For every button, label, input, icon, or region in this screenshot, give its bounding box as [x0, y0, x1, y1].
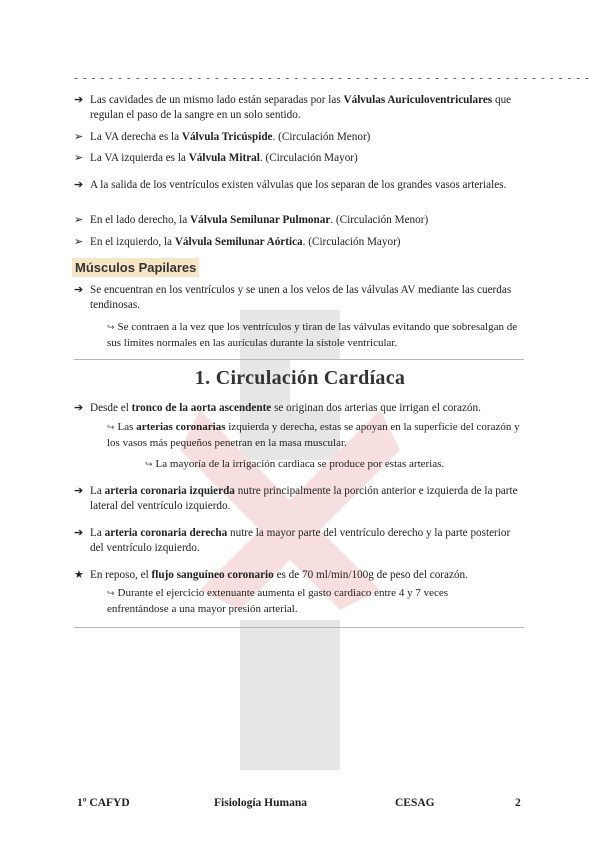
list-item [74, 401, 526, 416]
text: . (Circulación Mayor) [302, 236, 401, 248]
hook-arrow-icon: ↪ [107, 322, 115, 332]
page-title: 1. Circulación Cardíaca [194, 367, 406, 389]
divider [74, 627, 524, 628]
text: Se encuentran en los ventrículos y se unen a los velos de las válvulas AV mediante las cuerdas tendinosas. [90, 284, 512, 311]
footer-organization: CESAG [395, 797, 435, 809]
sub-sub-item [145, 457, 525, 472]
sub-item [107, 586, 507, 617]
text: Las cavidades de un mismo lado están separadas por las [90, 94, 344, 106]
chevron-bullet-icon: ➢ [74, 152, 84, 164]
bold-term: Válvula Tricúspide [181, 131, 273, 143]
text: . (Circulación Menor) [272, 131, 371, 143]
text: nutre la mayor parte del ventrículo derecho y la parte posterior del ventrículo izquierdo. [90, 527, 511, 554]
text: . (Circulación Menor) [330, 214, 429, 226]
star-bullet-icon: ★ [74, 569, 84, 581]
arrow-bullet-icon: ➔ [74, 527, 84, 539]
text: Durante el ejercicio extenuante aumenta el gasto cardiaco entre 4 y 7 veces enfrentándose a una mayor presión arterial. [107, 587, 448, 615]
bold-term: Válvula Semilunar Pulmonar [190, 214, 331, 226]
list-item [74, 484, 526, 514]
text: Las [117, 421, 137, 433]
arrow-bullet-icon: ➔ [74, 284, 84, 296]
text: En el izquierdo, la [90, 236, 175, 248]
chevron-bullet-icon: ➢ [74, 236, 84, 248]
bold-term: tronco de la aorta ascendente [131, 402, 272, 414]
list-item [74, 178, 526, 193]
text: La mayoría de la irrigación cardiaca se produce por estas arterias. [155, 458, 445, 470]
text: La [90, 527, 105, 539]
text: se originan dos arterias que irrigan el corazón. [271, 402, 481, 414]
bold-term: Válvula Semilunar Aórtica [174, 236, 303, 248]
arrow-bullet-icon: ➔ [74, 94, 84, 106]
footer-subject: Fisiología Humana [214, 797, 307, 809]
sub-item [107, 420, 527, 451]
text: nutre principalmente la porción anterior e izquierda de la parte lateral del ventrículo izquierdo. [90, 485, 518, 512]
section-heading-papilares: Músculos Papilares [72, 258, 199, 277]
bold-term: arterias coronarias [136, 421, 226, 433]
text: En el lado derecho, la [90, 214, 191, 226]
arrow-bullet-icon: ➔ [74, 402, 84, 414]
text: La VA izquierda es la [90, 152, 189, 164]
text: En reposo, el [90, 569, 152, 581]
text: A la salida de los ventrículos existen válvulas que los separan de los grandes vasos arteriales. [90, 179, 507, 191]
text: La [90, 485, 105, 497]
chevron-bullet-icon: ➢ [74, 214, 84, 226]
list-item [74, 130, 526, 145]
sub-item [107, 320, 527, 351]
list-item [74, 151, 526, 166]
bold-term: arteria coronaria izquierda [104, 485, 235, 497]
bold-term: flujo sanguíneo coronario [151, 569, 274, 581]
separator-dashes: - - - - - - - - - - - - - - - - - - - - - - - - - - - - - - - - - - - - - - - - - - - - - - - - - - - - - - - - - - - [74, 72, 591, 84]
list-item [74, 235, 526, 250]
page-number: 2 [515, 797, 521, 809]
text: Desde el [90, 402, 132, 414]
bold-term: Válvula Mitral [188, 152, 260, 164]
hook-arrow-icon: ↪ [107, 422, 115, 432]
chevron-bullet-icon: ➢ [74, 131, 84, 143]
bold-term: Válvulas Auriculoventriculares [343, 94, 493, 106]
list-item [74, 93, 526, 123]
text: izquierda y derecha, estas se apoyan en la superficie del corazón y los vasos más pequeños penetran en la masa muscular. [107, 421, 520, 449]
text: La VA derecha es la [90, 131, 182, 143]
arrow-bullet-icon: ➔ [74, 485, 84, 497]
text: es de 70 ml/min/100g de peso del corazón. [273, 569, 468, 581]
arrow-bullet-icon: ➔ [74, 179, 84, 191]
text: . (Circulación Mayor) [259, 152, 358, 164]
divider [74, 359, 524, 360]
text: Se contraen a la vez que los ventrículos y tiran de las válvulas evitando que sobresalgan de sus límites normales en las aurículas durante la sístole ventricular. [107, 321, 518, 349]
list-item [74, 283, 526, 313]
list-item [74, 568, 526, 583]
footer-course: 1º CAFYD [77, 797, 130, 809]
list-item [74, 213, 526, 228]
bold-term: arteria coronaria derecha [104, 527, 228, 539]
hook-arrow-icon: ↪ [145, 459, 153, 469]
text: que regulan el paso de la sangre en un solo sentido. [90, 94, 512, 121]
hook-arrow-icon: ↪ [107, 588, 115, 598]
list-item [74, 526, 526, 556]
